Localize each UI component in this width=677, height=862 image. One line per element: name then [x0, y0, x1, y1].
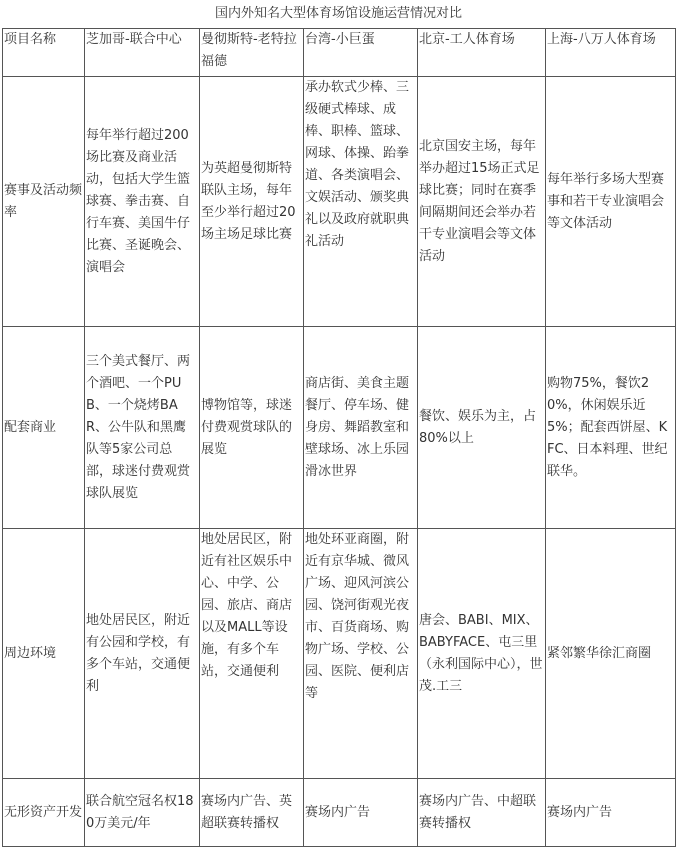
- row-label-event-frequency: 赛事及活动频率: [3, 77, 85, 327]
- table-row: [3, 529, 676, 779]
- row-label-surroundings: 周边环境: [3, 529, 85, 779]
- header-item-name: 项目名称: [3, 29, 85, 77]
- table-row: [3, 77, 676, 327]
- header-taipei-arena: 台湾-小巨蛋: [304, 29, 418, 77]
- comparison-table: [2, 28, 676, 847]
- header-chicago-united-center: 芝加哥-联合中心: [85, 29, 200, 77]
- row-label-intangible-assets: 无形资产开发: [3, 779, 85, 847]
- table-cell: 北京国安主场，每年举办超过15场正式足球比赛；同时在赛季间隔期间还会举办若干专业演唱会等文体活动: [418, 77, 546, 327]
- table-cell: 每年举行多场大型赛事和若干专业演唱会等文体活动: [546, 77, 676, 327]
- table-cell: 地处环亚商圈，附近有京华城、微风广场、迎风河滨公园、饶河街观光夜市、百货商场、购物广场、学校、公园、医院、便利店等: [304, 529, 418, 779]
- table-cell: 博物馆等，球迷付费观赏球队的展览: [200, 327, 304, 529]
- header-beijing-workers-stadium: 北京-工人体育场: [418, 29, 546, 77]
- table-cell: 紧邻繁华徐汇商圈: [546, 529, 676, 779]
- table-cell: 地处居民区，附近有社区娱乐中心、中学、公园、旅店、商店以及MALL等设施，有多个车站，交通便利: [200, 529, 304, 779]
- table-cell: 地处居民区，附近有公园和学校，有多个车站，交通便利: [85, 529, 200, 779]
- table-cell: 赛场内广告、中超联赛转播权: [418, 779, 546, 847]
- table-cell: 购物75%，餐饮20%，休闲娱乐近5%；配套西饼屋、KFC、日本料理、世纪联华。: [546, 327, 676, 529]
- table-row: [3, 327, 676, 529]
- header-row: [3, 29, 676, 77]
- table-cell: 三个美式餐厅、两个酒吧、一个PUB、一个烧烤BAR、公牛队和黑鹰队等5家公司总部，球迷付费观赏球队展览: [85, 327, 200, 529]
- table-cell: 每年举行超过200场比赛及商业活动，包括大学生篮球赛、拳击赛、自行车赛、美国牛仔比赛、圣诞晚会、演唱会: [85, 77, 200, 327]
- table-cell: 赛场内广告: [304, 779, 418, 847]
- table-row: [3, 779, 676, 847]
- header-shanghai-stadium: 上海-八万人体育场: [546, 29, 676, 77]
- header-manchester-old-trafford: 曼彻斯特-老特拉福德: [200, 29, 304, 77]
- table-cell: 为英超曼彻斯特联队主场，每年至少举行超过20场主场足球比赛: [200, 77, 304, 327]
- table-cell: 承办软式少棒、三级硬式棒球、成棒、职棒、篮球、网球、体操、跆拳道、各类演唱会、文娱活动、颁奖典礼以及政府就职典礼活动: [304, 77, 418, 327]
- table-cell: 唐会、BABI、MIX、BABYFACE、屯三里（永利国际中心），世茂.工三: [418, 529, 546, 779]
- row-label-supporting-commerce: 配套商业: [3, 327, 85, 529]
- table-cell: 赛场内广告: [546, 779, 676, 847]
- table-cell: 商店街、美食主题餐厅、停车场、健身房、舞蹈教室和壁球场、冰上乐园滑冰世界: [304, 327, 418, 529]
- table-cell: 餐饮、娱乐为主，占80%以上: [418, 327, 546, 529]
- table-cell: 赛场内广告、英超联赛转播权: [200, 779, 304, 847]
- table-cell: 联合航空冠名权180万美元/年: [85, 779, 200, 847]
- table-title: 国内外知名大型体育场馆设施运营情况对比: [214, 6, 462, 21]
